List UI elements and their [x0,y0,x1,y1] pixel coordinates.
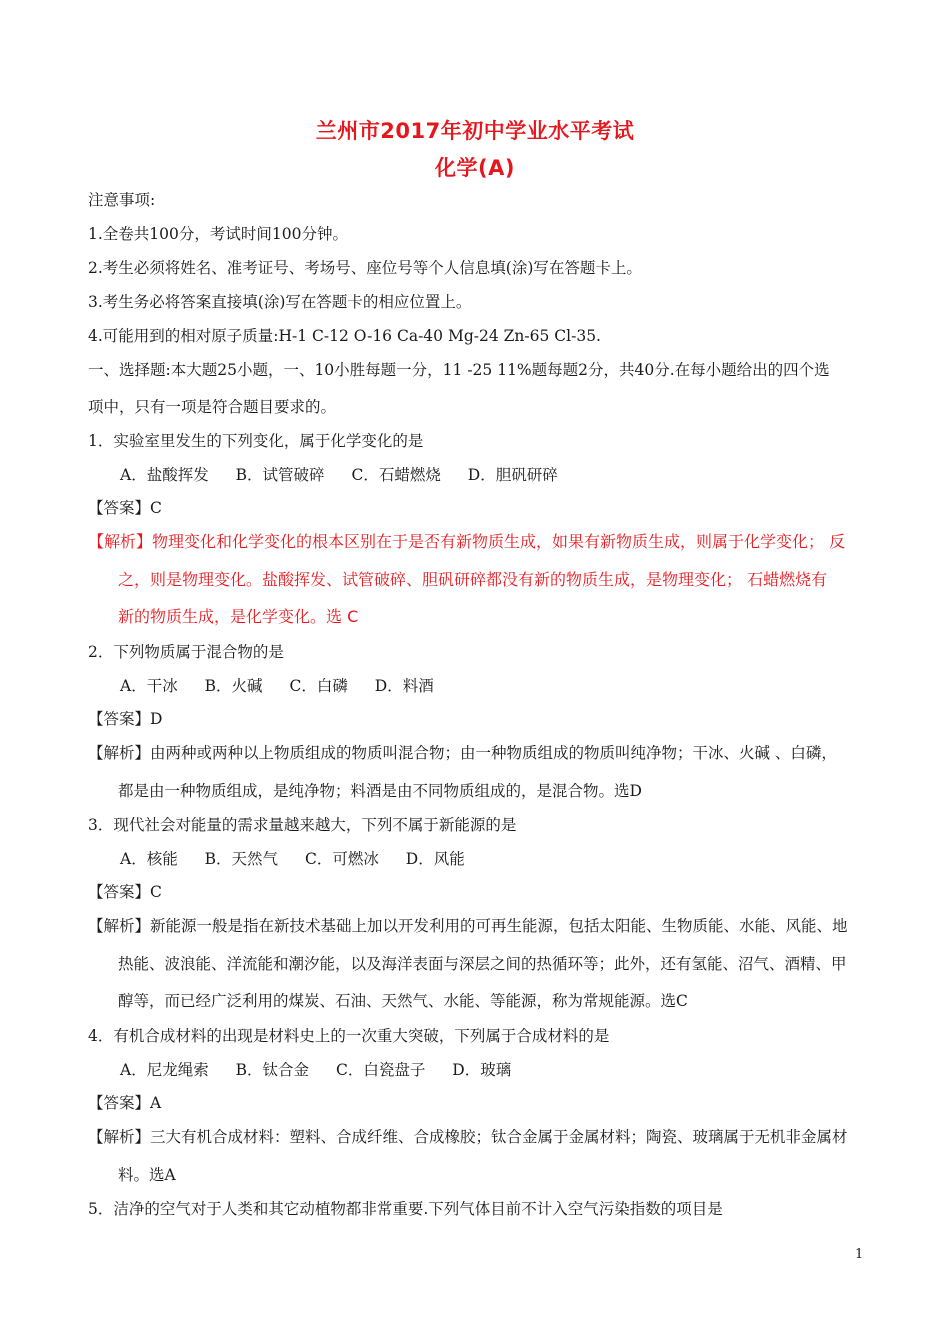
question-stem: 5．洁净的空气对于人类和其它动植物都非常重要.下列气体目前不计入空气污染指数的项目是 [88,1200,723,1218]
analysis-line: 新的物质生成，是化学变化。选 C [118,607,359,626]
option-a: A．核能 [120,850,178,868]
option-c: C．可燃冰 [304,850,379,868]
notes-heading: 注意事项: [88,191,156,209]
analysis-line: 热能、波浪能、洋流能和潮汐能，以及海洋表面与深层之间的热循环等；此外，还有氢能、沼气、酒精、甲 [118,955,847,973]
answer-line: 【答案】C [88,499,162,517]
note-item: 2.考生必须将姓名、准考证号、考场号、座位号等个人信息填(涂)写在答题卡上。 [88,259,642,277]
option-b: B．火碱 [204,677,263,695]
answer-line: 【答案】C [88,883,162,901]
page-number: 1 [855,1247,864,1262]
answer-line: 【答案】D [88,710,163,728]
question-stem: 2．下列物质属于混合物的是 [88,643,284,661]
option-a: A．盐酸挥发 [120,466,209,484]
option-c: C．石蜡燃烧 [351,466,441,484]
question-options [120,849,487,869]
question-options [120,676,456,696]
option-d: D．料酒 [374,677,434,695]
option-a: A．尼龙绳索 [120,1061,209,1079]
note-item: 4.可能用到的相对原子质量:H-1 C-12 O-16 Ca-40 Mg-24 Zn-65 Cl-35. [88,327,601,345]
question-options [120,1060,533,1080]
section-instructions: 一、选择题:本大题25小题，一、10小胜每题一分，11 -25 11%题每题2分，共40分.在每小题给出的四个选 [88,361,830,379]
analysis-line: 醇等，而已经广泛利用的煤炭、石油、天然气、水能、等能源，称为常规能源。选C [118,992,688,1010]
analysis-line: 都是由一种物质组成，是纯净物；料酒是由不同物质组成的，是混合物。选D [118,782,642,800]
question-stem: 1．实验室里发生的下列变化，属于化学变化的是 [88,432,424,450]
question-stem: 4．有机合成材料的出现是材料史上的一次重大突破，下列属于合成材料的是 [88,1027,610,1045]
option-d: D．玻璃 [452,1061,512,1079]
option-b: B．试管破碎 [235,466,325,484]
option-b: B．天然气 [204,850,279,868]
section-instructions-cont: 项中，只有一项是符合题目要求的。 [88,398,337,416]
exam-subtitle: 化学(A) [435,156,515,180]
analysis-line: 【解析】物理变化和化学变化的根本区别在于是否有新物质生成，如果有新物质生成，则属于化学变化； 反 [88,532,846,551]
question-options [120,465,580,485]
analysis-line: 之，则是物理变化。盐酸挥发、试管破碎、胆矾研碎都没有新的物质生成，是物理变化； 石蜡燃烧有 [118,570,828,589]
analysis-line: 【解析】新能源一般是指在新技术基础上加以开发利用的可再生能源，包括太阳能、生物质能、水能、风能、地 [88,917,848,935]
option-c: C．白瓷盘子 [335,1061,426,1079]
option-d: D．胆矾研碎 [467,466,558,484]
question-stem: 3．现代社会对能量的需求量越来越大，下列不属于新能源的是 [88,816,517,834]
note-item: 1.全卷共100分，考试时间100分钟。 [88,225,348,243]
analysis-line: 【解析】三大有机合成材料：塑料、合成纤维、合成橡胶；钛合金属于金属材料；陶瓷、玻璃属于无机非金属材 [88,1128,848,1146]
option-c: C．白磷 [289,677,348,695]
option-d: D．风能 [405,850,465,868]
analysis-line: 【解析】由两种或两种以上物质组成的物质叫混合物；由一种物质组成的物质叫纯净物；干冰、火碱 、白磷， [88,744,837,762]
option-a: A．干冰 [120,677,178,695]
note-item: 3.考生务必将答案直接填(涂)写在答题卡的相应位置上。 [88,293,472,311]
exam-title: 兰州市2017年初中学业水平考试 [315,119,635,143]
answer-line: 【答案】A [88,1094,162,1112]
analysis-line: 料。选A [118,1166,176,1184]
option-b: B．钛合金 [235,1061,310,1079]
